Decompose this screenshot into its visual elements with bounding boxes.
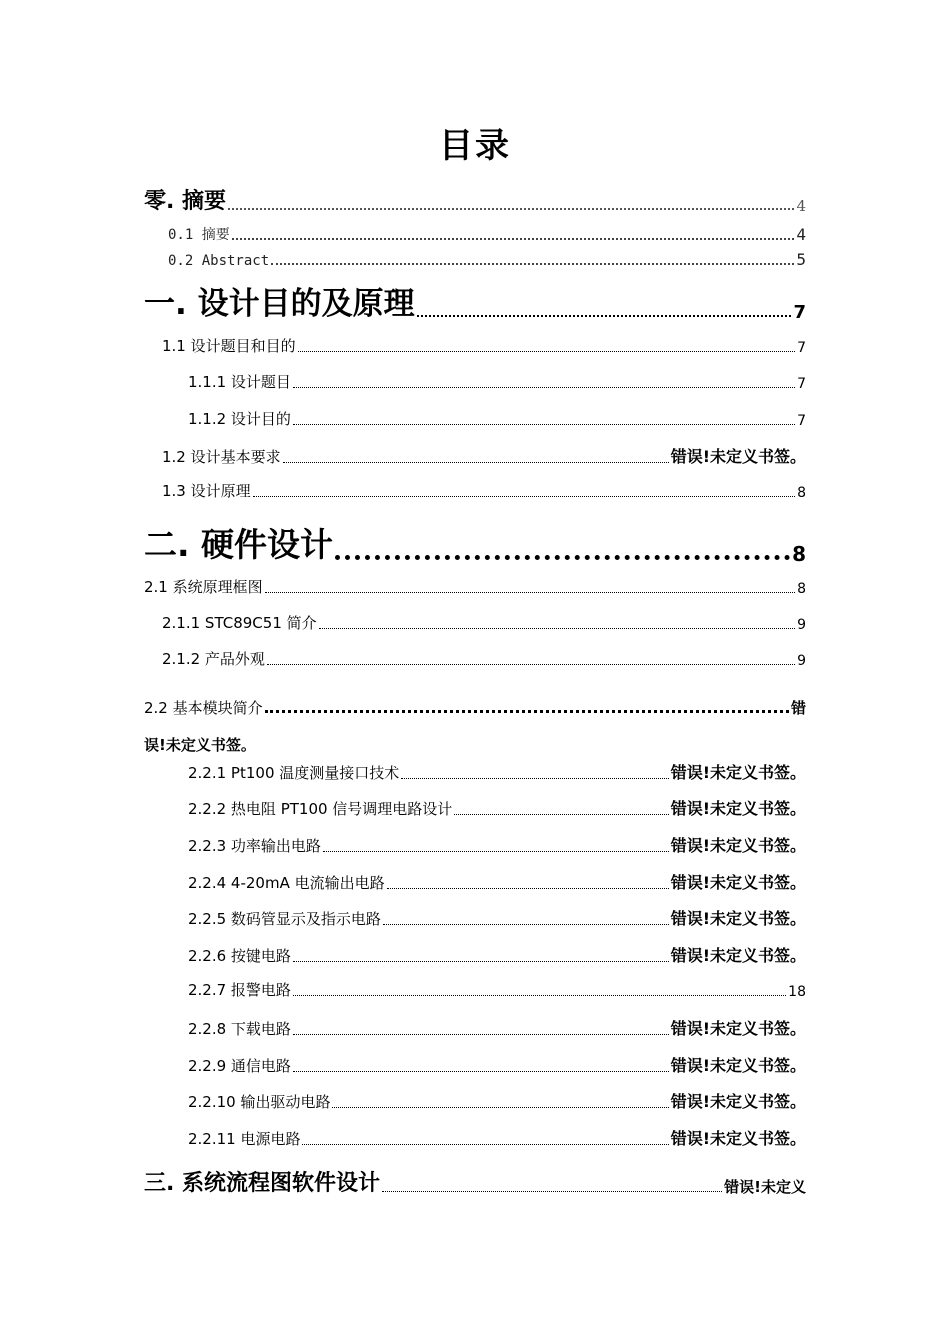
toc-entry[interactable] [162, 335, 806, 356]
toc-entry-label: 0.2 Abstract [168, 253, 270, 269]
leader-dots [417, 315, 792, 317]
leader-dots [267, 664, 795, 665]
toc-entry[interactable] [144, 519, 806, 566]
toc-entry-page-continued: 误!未定义书签。 [144, 736, 256, 754]
toc-entry-label: 2.2 基本模块简介 [144, 699, 263, 717]
toc-entry[interactable] [188, 943, 806, 966]
toc-entry-label: 2.2.3 功率输出电路 [188, 837, 321, 855]
toc-entry-page: 错误!未定义书签。 [670, 909, 806, 928]
leader-dots [293, 387, 795, 388]
leader-dots [382, 1191, 722, 1192]
leader-dots [293, 995, 786, 996]
toc-entry-label: 2.2.6 按键电路 [188, 947, 291, 965]
leader-dots [283, 462, 669, 463]
toc-entry-page: 错误!未定义书签。 [670, 763, 806, 782]
toc-entry[interactable] [188, 1089, 806, 1112]
leader-dots [228, 208, 794, 210]
leader-dots [387, 888, 669, 889]
toc-entry-page: 7 [797, 340, 806, 356]
toc-entry-page: 18 [788, 984, 806, 1000]
leader-dots [271, 263, 794, 265]
toc-entry-label: 2.2.2 热电阻 PT100 信号调理电路设计 [188, 800, 453, 818]
toc-entry-label: 2.2.1 Pt100 温度测量接口技术 [188, 764, 400, 782]
toc-entry[interactable] [162, 648, 806, 669]
leader-dots [335, 555, 790, 560]
toc-entry-label: 1.1 设计题目和目的 [162, 337, 296, 355]
toc-entry-page: 错误!未定义书签。 [670, 1056, 806, 1075]
toc-title: 目录 [439, 126, 511, 166]
leader-dots [293, 424, 795, 425]
toc-entry-label: 1.3 设计原理 [162, 482, 251, 500]
toc-entry[interactable] [188, 1016, 806, 1039]
toc-entry-label: 0.1 摘要 [168, 227, 230, 243]
toc-entry[interactable] [188, 979, 806, 1000]
leader-dots [383, 924, 669, 925]
leader-dots [319, 628, 795, 629]
toc-entry[interactable] [188, 1053, 806, 1076]
toc-entry-page: 错误!未定义书签。 [670, 946, 806, 965]
toc-entry[interactable] [188, 906, 806, 929]
toc-entry-page: 9 [797, 617, 806, 633]
toc-entry[interactable] [168, 250, 806, 269]
toc-entry[interactable] [188, 796, 806, 819]
leader-dots [454, 814, 668, 815]
toc-entry-page: 7 [797, 413, 806, 429]
toc-entry[interactable] [168, 224, 806, 244]
toc-entry-label: 2.2.8 下载电路 [188, 1020, 291, 1038]
leader-dots [293, 961, 669, 962]
toc-entry-page: 错误!未定义书签。 [670, 1129, 806, 1148]
toc-entry-label: 三. 系统流程图软件设计 [144, 1171, 381, 1196]
leader-dots [265, 710, 789, 713]
toc-entry[interactable] [162, 612, 806, 633]
toc-entry-label: 1.1.1 设计题目 [188, 373, 291, 391]
toc-entry[interactable] [188, 371, 806, 392]
toc-entry[interactable] [144, 184, 806, 215]
toc-entry-label: 2.2.7 报警电路 [188, 981, 291, 999]
toc-entry-page: 错误!未定义书签。 [670, 1019, 806, 1038]
toc-entry-page: 错误!未定义书签。 [670, 799, 806, 818]
toc-entry-label: 2.1 系统原理框图 [144, 578, 263, 596]
leader-dots [323, 851, 669, 852]
toc-entry[interactable] [188, 760, 806, 783]
leader-dots [293, 1071, 669, 1072]
toc-entry[interactable] [144, 1166, 806, 1197]
leader-dots [232, 238, 795, 240]
toc-entry-label: 2.2.5 数码管显示及指示电路 [188, 910, 381, 928]
leader-dots [265, 592, 795, 593]
toc-entry-page: 4 [796, 197, 806, 215]
toc-entry-page: 4 [796, 225, 806, 244]
toc-entry-page: 错误!未定义书签。 [670, 836, 806, 855]
toc-entry-page: 7 [797, 376, 806, 392]
toc-entry-label: 一. 设计目的及原理 [144, 286, 415, 322]
toc-entry-label: 2.2.10 输出驱动电路 [188, 1093, 331, 1111]
toc-entry-label: 零. 摘要 [144, 189, 227, 214]
toc-entry[interactable] [188, 833, 806, 856]
toc-entry-page: 9 [797, 653, 806, 669]
toc-entry[interactable] [144, 278, 806, 323]
toc-entry[interactable] [162, 480, 806, 501]
toc-entry-label: 2.2.4 4-20mA 电流输出电路 [188, 874, 385, 892]
leader-dots [298, 351, 795, 352]
toc-entry-label: 2.1.2 产品外观 [162, 650, 265, 668]
toc-entry-page: 7 [793, 302, 806, 323]
toc-entry[interactable] [162, 444, 806, 467]
toc-entry-page: 错误!未定义 [724, 1178, 806, 1196]
toc-entry[interactable] [144, 576, 806, 597]
toc-entry-page: 错误!未定义书签。 [670, 1092, 806, 1111]
toc-entry-label: 1.1.2 设计目的 [188, 410, 291, 428]
toc-entry-page: 8 [792, 542, 806, 566]
toc-entry-label: 2.2.9 通信电路 [188, 1057, 291, 1075]
leader-dots [302, 1144, 668, 1145]
toc-entry-page: 错误!未定义书签。 [670, 873, 806, 892]
leader-dots [401, 778, 668, 779]
leader-dots [332, 1107, 668, 1108]
leader-dots [293, 1034, 669, 1035]
toc-entry-label: 2.2.11 电源电路 [188, 1130, 301, 1148]
toc-entry-page: 5 [796, 250, 806, 269]
toc-entry-page: 8 [797, 485, 806, 501]
leader-dots [253, 496, 795, 497]
toc-entry[interactable] [188, 408, 806, 429]
toc-entry-page: 8 [797, 581, 806, 597]
toc-entry[interactable] [188, 1126, 806, 1149]
toc-entry-label: 2.1.1 STC89C51 简介 [162, 614, 317, 632]
toc-entry-page: 错 [790, 699, 806, 717]
toc-entry-label: 二. 硬件设计 [144, 525, 334, 564]
toc-entry[interactable] [188, 870, 806, 893]
toc-entry[interactable] [144, 697, 806, 718]
toc-entry-page: 错误!未定义书签。 [670, 447, 806, 466]
toc-entry-label: 1.2 设计基本要求 [162, 448, 281, 466]
